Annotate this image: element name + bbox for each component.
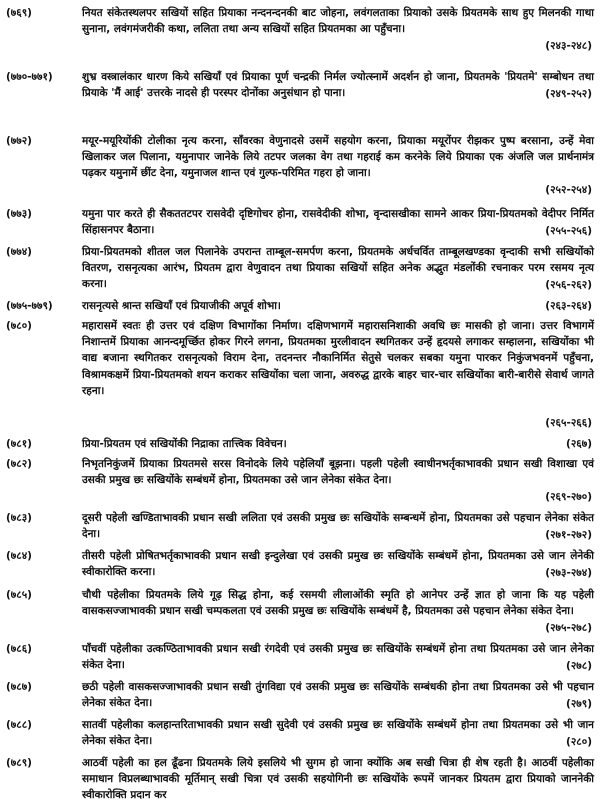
list-item: [0, 206, 600, 242]
page-range: (२७३-२७४): [539, 565, 592, 581]
entry-number: (७८५): [6, 589, 32, 601]
page-range: (२५२-२५४): [539, 182, 592, 198]
page-range: (२६७): [560, 436, 592, 452]
entry-text: आठवीं पहेली का हल ढूँढना प्रियतमके लिये इसलिये भी सुगम हो जाना क्योंकि अब सखी चित्रा ही शेष रहती है। आठवीं पहेलीका समाधान विप्रलब्धाभावकी मूर्तिमान् सखी चित्रा एवं उसकी सहयोगिनी छः सखियोंके रूपमें जानकर प्रियतम द्वारा प्रियाको जाननेकी स्वीकारोक्ति प्रदान कर: [82, 757, 594, 802]
entry-text: नियत संकेतस्थलपर सखियों सहित प्रियाका नन्दनन्दनकी बाट जोहना, लवंगलताका प्रियाको उसके प्रियतमके साथ हुए मिलनकी गाथा सुनाना, लवंगमंजरीकी कथा, ललिता तथा अन्य सखियों सहित प्रियतमका आ पहुँचना।: [82, 7, 594, 36]
page-range: (२६३-२६४): [539, 298, 592, 314]
list-item: [0, 587, 600, 639]
list-item: [0, 5, 600, 65]
entry-text: निभृतनिकुंजमें प्रियाका प्रियतमसे सरस विनोदके लिये पहेलियाँ बूझना। पहली पहेली स्वाधीनभर्तृकाभावकी प्रधान सखी विशाखा एवं उसकी प्रमुख छः सखियोंके सम्बंधमें होना, प्रियतमका उसे जान लेनेका संकेत देना।: [82, 458, 594, 487]
entry-text: प्रिया-प्रियतम एवं सखियोंकी निद्राका तात्त्विक विवेचन।: [82, 438, 287, 450]
list-item: [0, 298, 600, 316]
entry-text: रासनृत्यसे श्रान्त सखियाँ एवं प्रियाजीकी अपूर्व शोभा।: [82, 300, 281, 312]
entry-text: पाँचवीं पहेलीका उत्कण्ठिताभावकी प्रधान सखी रंगदेवी एवं उसकी प्रमुख छः सखियोंके सम्बंधमें होना तथा प्रियतमका उसे जान लेनेका संकेत देना।: [82, 643, 594, 672]
list-item: [0, 69, 600, 129]
page-range: (२७५-२७८): [539, 620, 592, 636]
page-range: (२४९-२५२): [539, 86, 592, 102]
entry-number: (७८७): [6, 681, 32, 693]
entry-text: सातवीं पहेलीका कलहान्तरिताभावकी प्रधान सखी सुदेवी एवं उसकी प्रमुख छः सखियोंके सम्बंधमें होना तथा प्रियतमका उसे भी जान लेनेका संकेत देना।: [82, 719, 594, 748]
page-range: (२६५-२६६): [539, 415, 592, 431]
entry-number: (७६९): [6, 7, 32, 19]
entry-number: (७७२): [6, 135, 32, 147]
list-item: [0, 510, 600, 546]
entry-number: (७८१): [6, 438, 32, 450]
entry-number: (७७४): [6, 246, 32, 258]
list-item: [0, 679, 600, 715]
entry-text: तीसरी पहेली प्रोषितभर्तृकाभावकी प्रधान सखी इन्दुलेखा एवं उसकी प्रमुख छः सखियोंके सम्बंधमें होना, प्रियतमका उसे जान लेनेकी स्वीकारोक्ति करना।: [82, 550, 594, 579]
list-item: [0, 133, 600, 203]
list-item: [0, 244, 600, 296]
entry-number: (७७०-७७१): [6, 71, 53, 83]
page-range: (२४३-२४८): [539, 38, 592, 54]
entry-text: मयूर-मयूरियोंकी टोलीका नृत्य करना, साँवरका वेणुनादसे उसमें सहयोग करना, प्रियाका मयूरोंपर रीझकर पुष्प बरसाना, उन्हें मेवा खिलाकर जल पिलाना, यमुनापार जानेके लिये तटपर जलका वेग तथा गहराई कम करनेके लिये प्रियाका एक अंजलि जल प्रार्थनामंत्र पढ़कर यमुनामें छींट देना, यमुनाजल शान्त एवं गुल्फ-परिमित गहरा हो जाना।: [82, 135, 594, 180]
page-range: (२५५-२५६): [539, 223, 592, 239]
entry-text: यमुना पार करते ही सैकततटपर रासवेदी दृष्टिगोचर होना, रासवेदीकी शोभा, वृन्दासखीका सामने आकर प्रिया-प्रियतमको वेदीपर निर्मित सिंहासनपर बैठाना।: [82, 208, 594, 237]
list-item: [0, 641, 600, 677]
entry-number: (७८४): [6, 550, 32, 562]
list-item: [0, 436, 600, 454]
entry-text: महारासमें स्वतः ही उत्तर एवं दक्षिण विभागोंका निर्माण। दक्षिणभागमें महारासनिशाकी अवधि छः मासकी हो जाना। उत्तर विभागमें निशान्तमें प्रियाका आनन्दमूर्च्छित होकर गिरने लगना, प्रियतमका मुरलीवादन स्थगितकर उन्हें हृदयसे लगाकर सम्हालना, सखियोंका भी वाद्य बजाना स्थगितकर रासनृत्यको विराम देना, तदनन्तर नौकानिर्मित सेतुसे चलकर सबका यमुना पारकर निकुंजभवनमें पहुँचना, विश्रामकक्षमें प्रिया-प्रियतमको शयन कराकर सखियोंका चला जाना, अवरुद्ध द्वारके बाहर चार-चार सखियोंका बारी-बारीसे सेवार्थ जागते रहना।: [82, 320, 594, 397]
entry-text: शुभ्र वस्त्रालंकार धारण किये सखियाँ एवं प्रियाका पूर्ण चन्द्रकी निर्मल ज्योत्स्नामें अदर्शन हो जाना, प्रियतमके 'प्रियतमे' सम्बोधन तथा प्रियाके 'मैं आई' उत्तरके नादसे ही परस्पर दोनोंका अनुसंधान हो पाना।: [82, 71, 594, 100]
list-item: [0, 717, 600, 753]
list-item: [0, 456, 600, 508]
page-range: (२५६-२६२): [539, 277, 592, 293]
page-range: (२७९): [560, 696, 592, 712]
entry-text: दूसरी पहेली खण्डिताभावकी प्रधान सखी ललिता एवं उसकी प्रमुख छः सखियोंके सम्बन्धमें होना, प्रियतमका उसे पहचान लेनेका संकेत देना।: [82, 512, 594, 541]
entry-number: (७७५-७७९): [6, 300, 53, 312]
page-range: (२६९-२७०): [539, 489, 592, 505]
entry-number: (७८२): [6, 458, 32, 470]
entry-number: (७७३): [6, 208, 32, 220]
page-range: (२७१-२७२): [539, 527, 592, 543]
entry-number: (७८०): [6, 320, 32, 332]
page-range: (२७८): [560, 658, 592, 674]
entry-number: (७८३): [6, 512, 32, 524]
page-range: (२८०): [560, 734, 592, 750]
list-item: [0, 755, 600, 802]
entry-text: छठी पहेली वासकसज्जाभावकी प्रधान सखी तुंगविद्या एवं उसकी प्रमुख छः सखियोंके सम्बंधकी होना तथा प्रियतमका उसे भी पहचान लेनेका संकेत देना।: [82, 681, 594, 710]
entry-text: प्रिया-प्रियतमको शीतल जल पिलानेके उपरान्त ताम्बूल-समर्पण करना, प्रियतमके अर्धचर्वित ताम्बूलखण्डका वृन्दाकी सभी सखियोंको वितरण, रासनृत्यका आरंभ, प्रियतम द्वारा वेणुवादन तथा प्रियाका सखियों सहित अनेक अद्भुत मंडलोंकी रचनाकर परम रसमय नृत्य करना।: [82, 246, 594, 291]
entry-number: (७८६): [6, 643, 32, 655]
list-item: [0, 548, 600, 584]
entry-number: (७८९): [6, 757, 32, 769]
entry-text: चौथी पहेलीका प्रियतमके लिये गूढ़ सिद्ध होना, कई रसमयी लीलाओंकी स्मृति हो आनेपर उन्हें ज्ञात हो जाना कि यह पहेली वासकसज्जाभावकी प्रधान सखी चम्पकलता एवं उसकी प्रमुख छः सखियोंके सम्बंधमें है, प्रियतमका उसे पहचान लेनेका संकेत देना।: [82, 589, 594, 618]
list-item: [0, 318, 600, 434]
entry-number: (७८८): [6, 719, 32, 731]
